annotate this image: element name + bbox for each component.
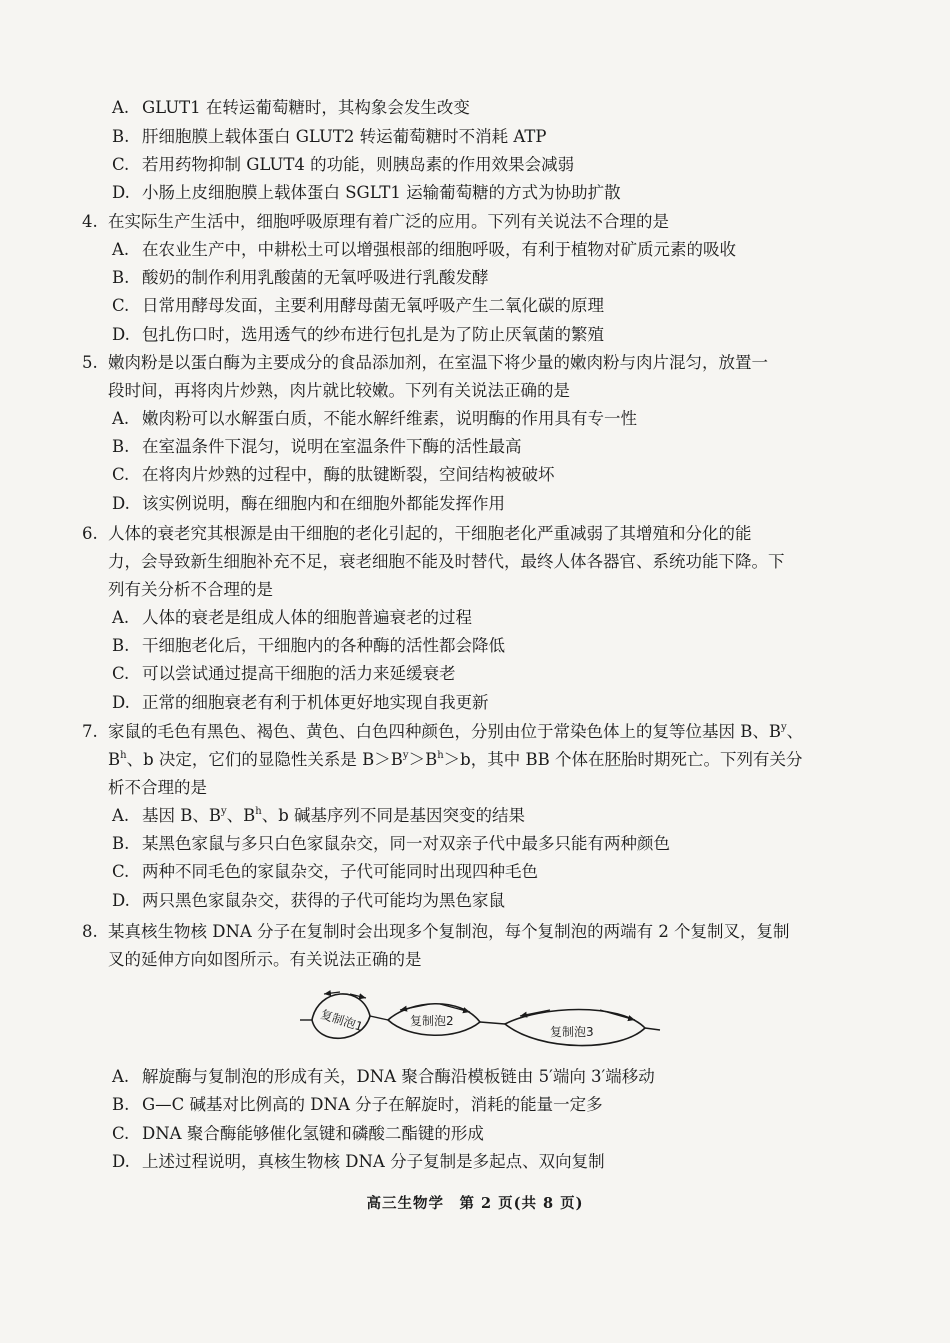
q8-option-c: C. DNA 聚合酶能够催化氢键和磷酸二酯键的形成 [112, 1124, 484, 1143]
q4-option-c: C. 日常用酵母发面，主要利用酵母菌无氧呼吸产生二氧化碳的原理 [112, 296, 604, 315]
q4-stem: 在实际生产生活中，细胞呼吸原理有着广泛的应用。下列有关说法不合理的是 [108, 212, 669, 231]
q8-stem-line1: 某真核生物核 DNA 分子在复制时会出现多个复制泡，每个复制泡的两端有 2 个复制叉，复制 [108, 922, 790, 941]
q3-option-b: B. 肝细胞膜上载体蛋白 GLUT2 转运葡萄糖时不消耗 ATP [112, 127, 547, 146]
q6-stem-line2: 力，会导致新生细胞补充不足，衰老细胞不能及时替代，最终人体各器官、系统功能下降。下 [108, 552, 785, 571]
q7-number: 7. [82, 722, 98, 741]
page-footer: 高三生物学 第 2 页(共 8 页) [366, 1195, 584, 1212]
q7-option-a: A. 基因 B、$B^y$、$B^h$、b 碱基序列不同是基因突变的结果 [112, 806, 526, 825]
bubble-2-label: 复制泡2 [410, 1014, 454, 1028]
q4-option-a: A. 在农业生产中，中耕松土可以增强根部的细胞呼吸，有利于植物对矿质元素的吸收 [112, 240, 736, 259]
q6-option-d: D. 正常的细胞衰老有利于机体更好地实现自我更新 [112, 693, 489, 712]
q6-number: 6. [82, 524, 98, 543]
q4-option-d: D. 包扎伤口时，选用透气的纱布进行包扎是为了防止厌氧菌的繁殖 [112, 325, 604, 344]
q8-option-b: B. G—C 碱基对比例高的 DNA 分子在解旋时，消耗的能量一定多 [112, 1095, 603, 1114]
q6-stem-line1: 人体的衰老究其根源是由干细胞的老化引起的，干细胞老化严重减弱了其增殖和分化的能 [108, 524, 752, 543]
q4-number: 4. [82, 212, 98, 231]
fork-arrow-2b [440, 1004, 470, 1012]
q6-option-a: A. 人体的衰老是组成人体的细胞普遍衰老的过程 [112, 608, 472, 627]
q6-stem-line3: 列有关分析不合理的是 [108, 580, 273, 599]
fork-arrow-3b [600, 1010, 635, 1020]
q5-stem-line1: 嫩肉粉是以蛋白酶为主要成分的食品添加剂，在室温下将少量的嫩肉粉与肉片混匀，放置一 [108, 353, 768, 372]
q7-stem-line1: 家鼠的毛色有黑色、褐色、黄色、白色四种颜色，分别由位于常染色体上的复等位基因 B、$B^y$、 [108, 722, 804, 741]
q3-option-c: C. 若用药物抑制 GLUT4 的功能，则胰岛素的作用效果会减弱 [112, 155, 575, 174]
q7-option-c: C. 两种不同毛色的家鼠杂交，子代可能同时出现四种毛色 [112, 862, 538, 881]
q5-option-d: D. 该实例说明，酶在细胞内和在细胞外都能发挥作用 [112, 494, 505, 513]
q8-stem-line2: 叉的延伸方向如图所示。有关说法正确的是 [108, 950, 422, 969]
fork-arrow-3a [520, 1010, 550, 1016]
q5-option-b: B. 在室温条件下混匀，说明在室温条件下酶的活性最高 [112, 437, 522, 456]
dna-strand-mid-1 [370, 1016, 388, 1020]
q3-option-a: A. GLUT1 在转运葡萄糖时，其构象会发生改变 [112, 98, 470, 117]
dna-strand-right [645, 1028, 660, 1030]
q8-number: 8. [82, 922, 98, 941]
q7-stem-line2: $B^h$、b 决定，它们的显隐性关系是 $B>B^y>B^h>b$，其中 BB 个体在胚胎时期死亡。下列有关分 [108, 750, 803, 769]
q7-stem-line3: 析不合理的是 [108, 778, 207, 797]
q6-option-c: C. 可以尝试通过提高干细胞的活力来延缓衰老 [112, 664, 456, 683]
fork-arrow-2a [400, 1004, 430, 1010]
bubble-1-label: 复制泡1 [318, 1007, 365, 1034]
q6-option-b: B. 干细胞老化后，干细胞内的各种酶的活性都会降低 [112, 636, 505, 655]
q8-option-d: D. 上述过程说明，真核生物核 DNA 分子复制是多起点、双向复制 [112, 1152, 605, 1171]
q8-option-a: A. 解旋酶与复制泡的形成有关，DNA 聚合酶沿模板链由 5′端向 3′端移动 [112, 1067, 655, 1086]
q7-option-d: D. 两只黑色家鼠杂交，获得的子代可能均为黑色家鼠 [112, 891, 505, 910]
q5-stem-line2: 段时间，再将肉片炒熟，肉片就比较嫩。下列有关说法正确的是 [108, 381, 570, 400]
q5-number: 5. [82, 353, 98, 372]
replication-bubble-diagram [300, 980, 680, 1060]
q3-option-d: D. 小肠上皮细胞膜上载体蛋白 SGLT1 运输葡萄糖的方式为协助扩散 [112, 183, 621, 202]
bubble-3-label: 复制泡3 [550, 1025, 594, 1039]
q5-option-c: C. 在将肉片炒熟的过程中，酶的肽键断裂，空间结构被破坏 [112, 465, 555, 484]
q5-option-a: A. 嫩肉粉可以水解蛋白质，不能水解纤维素，说明酶的作用具有专一性 [112, 409, 637, 428]
q7-option-b: B. 某黑色家鼠与多只白色家鼠杂交，同一对双亲子代中最多只能有两种颜色 [112, 834, 670, 853]
dna-strand-mid-2 [480, 1022, 505, 1024]
q4-option-b: B. 酸奶的制作利用乳酸菌的无氧呼吸进行乳酸发酵 [112, 268, 489, 287]
